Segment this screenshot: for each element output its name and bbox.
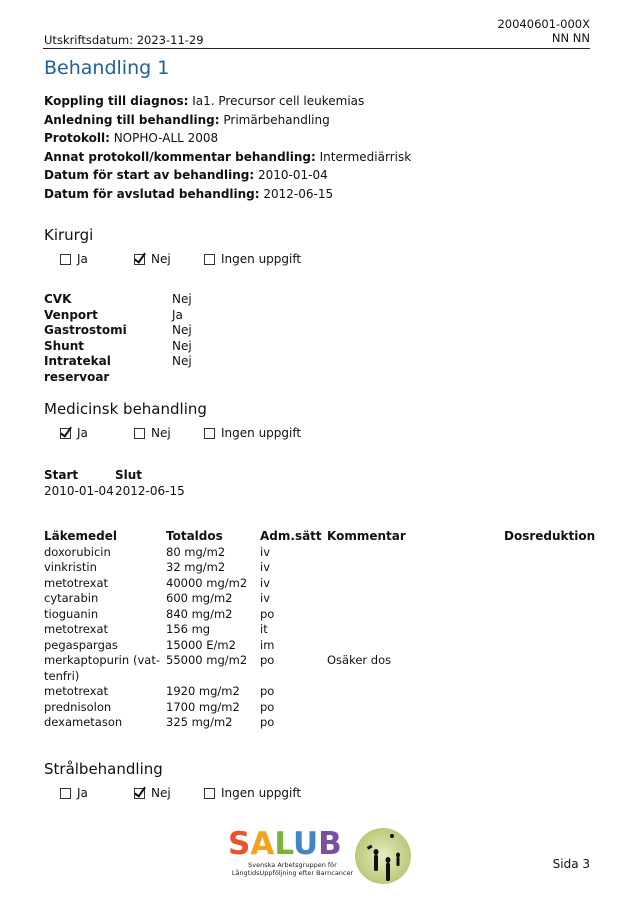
table-cell: po: [260, 606, 275, 621]
detail-row: Anledning till behandling: Primärbehandling: [44, 112, 330, 127]
table-cell: [327, 607, 504, 623]
table-cell: 1920 mg/m2: [166, 684, 240, 698]
table-cell: 156 mg: [166, 622, 211, 636]
page-number: Sida 3: [552, 857, 590, 871]
table-cell: [504, 591, 595, 607]
table-cell: Osäker dos: [327, 653, 392, 667]
radiation-options: [60, 786, 301, 800]
table-row: [44, 638, 595, 654]
table-cell: [327, 638, 504, 654]
table-cell: 840 mg/m2: [166, 606, 233, 621]
table-row: [44, 607, 595, 623]
table-cell: dexametason: [44, 715, 123, 729]
table-row: [44, 545, 595, 561]
table-cell: iv: [260, 544, 271, 559]
radiation-option-unknown[interactable]: Ingen uppgift: [204, 786, 301, 800]
table-cell: [504, 638, 595, 654]
detail-row: Annat protokoll/kommentar behandling: Intermediärrisk: [44, 149, 412, 164]
table-cell: doxorubicin: [44, 544, 111, 559]
table-cell: im: [260, 637, 275, 652]
table-cell: iv: [260, 560, 271, 574]
table-row: [44, 684, 595, 700]
table-cell: iv: [260, 575, 271, 590]
table-cell: [504, 576, 595, 592]
medical-option-yes[interactable]: Ja: [60, 426, 134, 440]
table-cell: 32 mg/m2: [166, 560, 226, 574]
header-patient: [497, 17, 590, 45]
patient-name: NN NN: [551, 31, 590, 45]
radiation-option-yes[interactable]: Ja: [60, 786, 134, 800]
table-cell: [327, 576, 504, 592]
table-row: [44, 591, 595, 607]
radiation-option-no[interactable]: Nej: [134, 786, 204, 800]
treatment-details: [44, 92, 411, 203]
table-cell: [504, 700, 595, 716]
table-cell: 55000 mg/m2: [166, 653, 248, 667]
surgery-options: [60, 252, 301, 266]
table-cell: [327, 560, 504, 576]
checkbox-icon[interactable]: [60, 254, 71, 265]
table-cell: iv: [260, 591, 271, 605]
table-cell: [327, 700, 504, 716]
logo-wordmark: SALUB: [228, 826, 342, 862]
table-cell: [504, 560, 595, 576]
detail-row: Datum för start av behandling: 2010-01-04: [44, 168, 328, 182]
checkbox-icon[interactable]: [204, 788, 215, 799]
detail-row: Datum för avslutad behandling: 2012-06-15: [44, 186, 334, 201]
surgery-option-no[interactable]: Nej: [134, 252, 204, 266]
table-cell: po: [260, 684, 275, 698]
table-cell: prednisolon: [44, 699, 112, 714]
medication-table: [44, 529, 595, 731]
table-cell: metotrexat: [44, 684, 109, 698]
checkbox-icon[interactable]: [204, 428, 215, 439]
table-row: [44, 653, 595, 684]
checkbox-icon[interactable]: [204, 254, 215, 265]
surgery-heading: Kirurgi: [44, 226, 94, 244]
logo-circle: [355, 828, 411, 884]
table-header-row: Läkemedel Totaldos Adm.sätt Kommentar Dosreduktion: [44, 529, 596, 543]
table-cell: [504, 607, 595, 623]
medical-option-no[interactable]: Nej: [134, 426, 204, 440]
table-row: [44, 622, 595, 638]
table-row: [44, 560, 595, 576]
page-title: Behandling 1: [44, 57, 170, 79]
table-cell: [327, 545, 504, 561]
table-row: [44, 700, 595, 716]
table-row: [44, 715, 595, 731]
checked-checkbox-icon[interactable]: [60, 428, 71, 439]
table-cell: 1700 mg/m2: [166, 699, 240, 714]
medical-period: Start Slut 2010-01-04 2012-06-15: [44, 468, 185, 498]
print-date: Utskriftsdatum: 2023-11-29: [44, 33, 204, 47]
table-cell: po: [260, 715, 275, 729]
detail-row: Koppling till diagnos: Ia1. Precursor cell leukemias: [44, 94, 365, 108]
medical-heading: Medicinsk behandling: [44, 400, 207, 418]
table-cell: metotrexat: [44, 622, 109, 636]
table-cell: [327, 715, 504, 731]
table-cell: [504, 715, 595, 731]
header-divider: [43, 48, 590, 49]
medical-option-unknown[interactable]: Ingen uppgift: [204, 426, 301, 440]
radiation-heading: Strålbehandling: [44, 760, 163, 778]
checkbox-icon[interactable]: [60, 788, 71, 799]
table-cell: [327, 622, 504, 638]
table-cell: 325 mg/m2: [166, 715, 233, 729]
table-cell: [504, 653, 595, 684]
table-cell: cytarabin: [44, 591, 99, 605]
table-cell: [504, 622, 595, 638]
surgery-option-unknown[interactable]: Ingen uppgift: [204, 252, 301, 266]
table-cell: vinkristin: [44, 560, 97, 574]
table-cell: [327, 684, 504, 700]
salub-logo: [228, 826, 412, 886]
table-cell: merkaptopurin (vat-tenfri): [44, 653, 160, 683]
patient-id: 20040601-000X: [497, 17, 590, 31]
medical-options: [60, 426, 301, 440]
checkbox-icon[interactable]: [134, 428, 145, 439]
surgery-items: CVK Nej Venport Ja Gastrostomi Nej Shunt Nej Intratekal reservoar Nej: [44, 292, 192, 384]
table-cell: metotrexat: [44, 575, 109, 590]
table-cell: 600 mg/m2: [166, 591, 233, 605]
table-cell: [504, 545, 595, 561]
table-cell: pegaspargas: [44, 637, 118, 652]
logo-subtitle: Svenska Arbetsgruppen för LångtidsUppföljning efter Barncancer: [231, 861, 354, 877]
table-cell: 40000 mg/m2: [166, 575, 248, 590]
table-cell: po: [260, 653, 275, 667]
table-cell: po: [260, 699, 275, 714]
table-cell: [327, 591, 504, 607]
table-cell: 15000 E/m2: [166, 637, 236, 652]
table-cell: tioguanin: [44, 606, 99, 621]
table-cell: [504, 684, 595, 700]
checked-checkbox-icon[interactable]: [134, 254, 145, 265]
table-cell: it: [260, 622, 268, 636]
table-row: [44, 576, 595, 592]
surgery-option-yes[interactable]: Ja: [60, 252, 134, 266]
checked-checkbox-icon[interactable]: [134, 788, 145, 799]
detail-row: Protokoll: NOPHO-ALL 2008: [44, 131, 219, 145]
table-cell: 80 mg/m2: [166, 544, 226, 559]
